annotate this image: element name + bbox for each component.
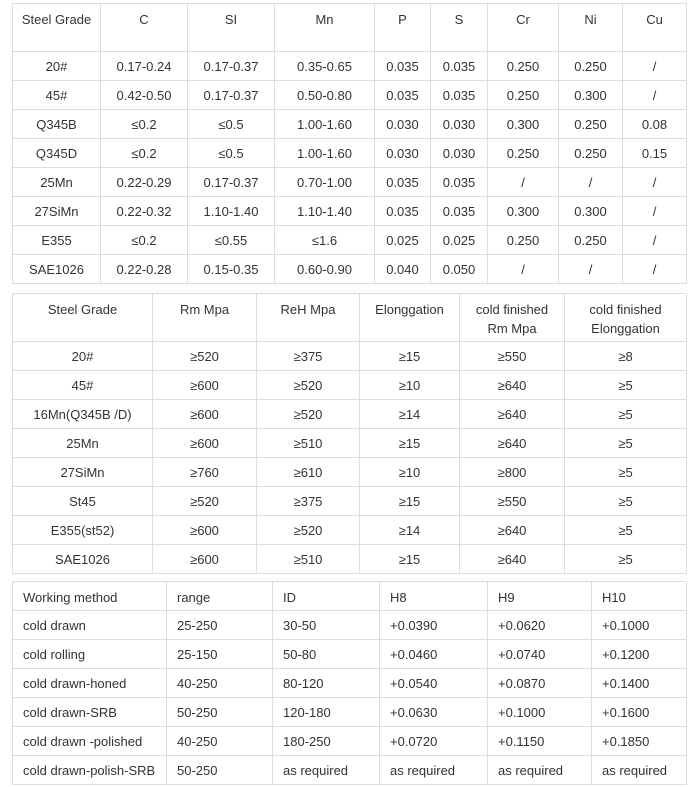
table-cell: ≥5 xyxy=(565,487,687,516)
table-cell: 40-250 xyxy=(167,669,273,698)
column-header: Elonggation xyxy=(360,294,460,342)
row-label-cell: E355 xyxy=(13,226,101,255)
row-label-cell: Q345D xyxy=(13,139,101,168)
tolerance-table-body xyxy=(13,582,687,785)
table-cell: ≥520 xyxy=(153,487,257,516)
header-row xyxy=(13,582,687,611)
table-cell: 0.250 xyxy=(488,52,559,81)
table-row xyxy=(13,342,687,371)
table-cell: ≤0.2 xyxy=(101,110,188,139)
table-cell: 0.22-0.29 xyxy=(101,168,188,197)
table-cell: ≥15 xyxy=(360,545,460,574)
table-cell: 0.42-0.50 xyxy=(101,81,188,110)
table-cell: / xyxy=(623,226,687,255)
column-header: Ni xyxy=(559,4,623,52)
table-cell: 1.10-1.40 xyxy=(188,197,275,226)
table-cell: 0.035 xyxy=(375,197,431,226)
table-cell: / xyxy=(623,168,687,197)
table-cell: +0.1400 xyxy=(592,669,687,698)
column-header: H8 xyxy=(380,582,488,611)
table-cell: ≥600 xyxy=(153,371,257,400)
table-cell: / xyxy=(559,255,623,284)
row-label-cell: 20# xyxy=(13,52,101,81)
table-cell: ≥10 xyxy=(360,371,460,400)
table-cell: ≤1.6 xyxy=(275,226,375,255)
table-cell: 0.025 xyxy=(375,226,431,255)
row-label-cell: cold drawn -polished xyxy=(13,727,167,756)
table-row xyxy=(13,168,687,197)
table-cell: ≥375 xyxy=(257,487,360,516)
table-cell: 120-180 xyxy=(273,698,380,727)
chemical-composition-table xyxy=(12,3,687,284)
table-row xyxy=(13,545,687,574)
table-cell: 0.035 xyxy=(375,52,431,81)
table-cell: ≥14 xyxy=(360,516,460,545)
table-cell: 0.040 xyxy=(375,255,431,284)
column-header: cold finished Rm Mpa xyxy=(460,294,565,342)
table-cell: 0.250 xyxy=(488,139,559,168)
column-header: Working method xyxy=(13,582,167,611)
table-cell: 50-250 xyxy=(167,698,273,727)
header-row xyxy=(13,294,687,342)
table-cell: 0.300 xyxy=(488,110,559,139)
table-cell: 0.035 xyxy=(431,168,488,197)
table-cell: ≥5 xyxy=(565,429,687,458)
table-row xyxy=(13,756,687,785)
table-row xyxy=(13,255,687,284)
table-cell: ≥510 xyxy=(257,545,360,574)
table-row xyxy=(13,698,687,727)
column-header: ReH Mpa xyxy=(257,294,360,342)
column-header: Rm Mpa xyxy=(153,294,257,342)
table-cell: +0.1600 xyxy=(592,698,687,727)
table-cell: as required xyxy=(380,756,488,785)
table-cell: as required xyxy=(273,756,380,785)
table-row xyxy=(13,197,687,226)
table-cell: 0.250 xyxy=(559,52,623,81)
table-cell: / xyxy=(488,168,559,197)
table-cell: 0.035 xyxy=(431,197,488,226)
table-row xyxy=(13,611,687,640)
table-cell: ≥760 xyxy=(153,458,257,487)
row-label-cell: 27SiMn xyxy=(13,458,153,487)
mechanical-properties-table xyxy=(12,293,687,574)
table-cell: / xyxy=(559,168,623,197)
table-row xyxy=(13,458,687,487)
table-cell: ≥5 xyxy=(565,371,687,400)
table-cell: 0.250 xyxy=(559,226,623,255)
table-cell: 1.00-1.60 xyxy=(275,110,375,139)
column-header: Cr xyxy=(488,4,559,52)
row-label-cell: St45 xyxy=(13,487,153,516)
column-header: Mn xyxy=(275,4,375,52)
table-cell: 0.025 xyxy=(431,226,488,255)
row-label-cell: cold drawn-honed xyxy=(13,669,167,698)
row-label-cell: SAE1026 xyxy=(13,255,101,284)
table-cell: 0.035 xyxy=(375,168,431,197)
table-cell: as required xyxy=(488,756,592,785)
table-cell: ≥610 xyxy=(257,458,360,487)
table-row xyxy=(13,110,687,139)
table-cell: 0.250 xyxy=(488,226,559,255)
table-cell: 0.300 xyxy=(559,81,623,110)
column-header: Cu xyxy=(623,4,687,52)
table-cell: / xyxy=(623,81,687,110)
table-cell: ≥640 xyxy=(460,371,565,400)
column-header: P xyxy=(375,4,431,52)
table-cell: ≥520 xyxy=(257,516,360,545)
table-row xyxy=(13,669,687,698)
table-cell: 25-250 xyxy=(167,611,273,640)
table-cell: ≥5 xyxy=(565,516,687,545)
table-cell: / xyxy=(623,52,687,81)
row-label-cell: 25Mn xyxy=(13,168,101,197)
table-cell: 180-250 xyxy=(273,727,380,756)
table-row xyxy=(13,400,687,429)
table-cell: 0.035 xyxy=(375,81,431,110)
chemical-table-body xyxy=(13,4,687,284)
table-cell: 0.17-0.24 xyxy=(101,52,188,81)
table-cell: 0.035 xyxy=(431,81,488,110)
table-cell: +0.1150 xyxy=(488,727,592,756)
row-label-cell: 20# xyxy=(13,342,153,371)
table-cell: +0.0390 xyxy=(380,611,488,640)
table-cell: as required xyxy=(592,756,687,785)
row-label-cell: 45# xyxy=(13,371,153,400)
table-cell: ≥600 xyxy=(153,400,257,429)
table-cell: ≥520 xyxy=(257,371,360,400)
row-label-cell: 45# xyxy=(13,81,101,110)
table-cell: ≥550 xyxy=(460,487,565,516)
table-cell: / xyxy=(623,255,687,284)
table-row xyxy=(13,226,687,255)
table-row xyxy=(13,516,687,545)
table-cell: 30-50 xyxy=(273,611,380,640)
row-label-cell: cold drawn-SRB xyxy=(13,698,167,727)
table-cell: ≥600 xyxy=(153,429,257,458)
row-label-cell: cold rolling xyxy=(13,640,167,669)
table-cell: 0.17-0.37 xyxy=(188,168,275,197)
table-cell: +0.1000 xyxy=(592,611,687,640)
table-cell: / xyxy=(623,197,687,226)
table-cell: +0.0720 xyxy=(380,727,488,756)
table-cell: ≤0.2 xyxy=(101,139,188,168)
table-cell: 0.35-0.65 xyxy=(275,52,375,81)
column-header: Steel Grade xyxy=(13,294,153,342)
table-cell: 25-150 xyxy=(167,640,273,669)
table-cell: 0.250 xyxy=(559,110,623,139)
table-cell: 0.250 xyxy=(559,139,623,168)
column-header: C xyxy=(101,4,188,52)
row-label-cell: cold drawn-polish-SRB xyxy=(13,756,167,785)
header-row xyxy=(13,4,687,52)
tolerance-table xyxy=(12,581,687,785)
table-row xyxy=(13,52,687,81)
column-header: S xyxy=(431,4,488,52)
table-cell: 0.035 xyxy=(431,52,488,81)
table-cell: ≥550 xyxy=(460,342,565,371)
table-cell: ≥600 xyxy=(153,545,257,574)
table-cell: ≥5 xyxy=(565,400,687,429)
column-header: ID xyxy=(273,582,380,611)
table-cell: +0.0540 xyxy=(380,669,488,698)
table-row xyxy=(13,487,687,516)
table-cell: ≥520 xyxy=(257,400,360,429)
table-cell: 1.00-1.60 xyxy=(275,139,375,168)
table-cell: 0.300 xyxy=(488,197,559,226)
table-cell: 50-250 xyxy=(167,756,273,785)
column-header: range xyxy=(167,582,273,611)
table-cell: ≥600 xyxy=(153,516,257,545)
column-header: Steel Grade xyxy=(13,4,101,52)
table-row xyxy=(13,640,687,669)
table-cell: 80-120 xyxy=(273,669,380,698)
table-cell: ≥5 xyxy=(565,458,687,487)
table-cell: ≥640 xyxy=(460,400,565,429)
table-cell: 0.030 xyxy=(375,139,431,168)
table-cell: 0.70-1.00 xyxy=(275,168,375,197)
table-cell: 40-250 xyxy=(167,727,273,756)
column-header: H10 xyxy=(592,582,687,611)
table-cell: 0.050 xyxy=(431,255,488,284)
table-cell: ≥14 xyxy=(360,400,460,429)
table-cell: 0.60-0.90 xyxy=(275,255,375,284)
table-row xyxy=(13,727,687,756)
table-cell: ≥8 xyxy=(565,342,687,371)
table-cell: 0.030 xyxy=(375,110,431,139)
table-cell: 0.030 xyxy=(431,139,488,168)
table-cell: ≥5 xyxy=(565,545,687,574)
table-cell: ≥640 xyxy=(460,545,565,574)
row-label-cell: 27SiMn xyxy=(13,197,101,226)
table-cell: ≥510 xyxy=(257,429,360,458)
table-cell: ≥15 xyxy=(360,487,460,516)
table-row xyxy=(13,81,687,110)
table-cell: +0.0740 xyxy=(488,640,592,669)
table-cell: +0.0460 xyxy=(380,640,488,669)
row-label-cell: 25Mn xyxy=(13,429,153,458)
table-cell: 0.030 xyxy=(431,110,488,139)
table-cell: ≤0.5 xyxy=(188,139,275,168)
table-cell: 0.15 xyxy=(623,139,687,168)
table-cell: 0.300 xyxy=(559,197,623,226)
table-cell: 0.08 xyxy=(623,110,687,139)
table-row xyxy=(13,371,687,400)
table-cell: 0.250 xyxy=(488,81,559,110)
table-cell: +0.1850 xyxy=(592,727,687,756)
column-header: cold finished Elonggation xyxy=(565,294,687,342)
row-label-cell: cold drawn xyxy=(13,611,167,640)
table-cell: ≥10 xyxy=(360,458,460,487)
table-cell: +0.0870 xyxy=(488,669,592,698)
table-cell: ≤0.55 xyxy=(188,226,275,255)
table-cell: ≥375 xyxy=(257,342,360,371)
table-row xyxy=(13,139,687,168)
table-cell: ≤0.5 xyxy=(188,110,275,139)
table-cell: ≥520 xyxy=(153,342,257,371)
table-row xyxy=(13,429,687,458)
table-cell: 1.10-1.40 xyxy=(275,197,375,226)
column-header: SI xyxy=(188,4,275,52)
table-cell: +0.0630 xyxy=(380,698,488,727)
table-cell: 0.17-0.37 xyxy=(188,52,275,81)
table-cell: ≤0.2 xyxy=(101,226,188,255)
table-cell: 0.15-0.35 xyxy=(188,255,275,284)
table-cell: 0.22-0.28 xyxy=(101,255,188,284)
table-cell: ≥640 xyxy=(460,429,565,458)
table-cell: ≥15 xyxy=(360,429,460,458)
mechanical-table-body xyxy=(13,294,687,574)
table-cell: 0.50-0.80 xyxy=(275,81,375,110)
table-cell: ≥15 xyxy=(360,342,460,371)
row-label-cell: SAE1026 xyxy=(13,545,153,574)
row-label-cell: Q345B xyxy=(13,110,101,139)
table-cell: / xyxy=(488,255,559,284)
table-cell: +0.0620 xyxy=(488,611,592,640)
table-cell: 50-80 xyxy=(273,640,380,669)
table-cell: ≥640 xyxy=(460,516,565,545)
table-cell: 0.22-0.32 xyxy=(101,197,188,226)
table-cell: ≥800 xyxy=(460,458,565,487)
table-cell: +0.1000 xyxy=(488,698,592,727)
table-cell: +0.1200 xyxy=(592,640,687,669)
column-header: H9 xyxy=(488,582,592,611)
row-label-cell: E355(st52) xyxy=(13,516,153,545)
row-label-cell: 16Mn(Q345B /D) xyxy=(13,400,153,429)
table-cell: 0.17-0.37 xyxy=(188,81,275,110)
